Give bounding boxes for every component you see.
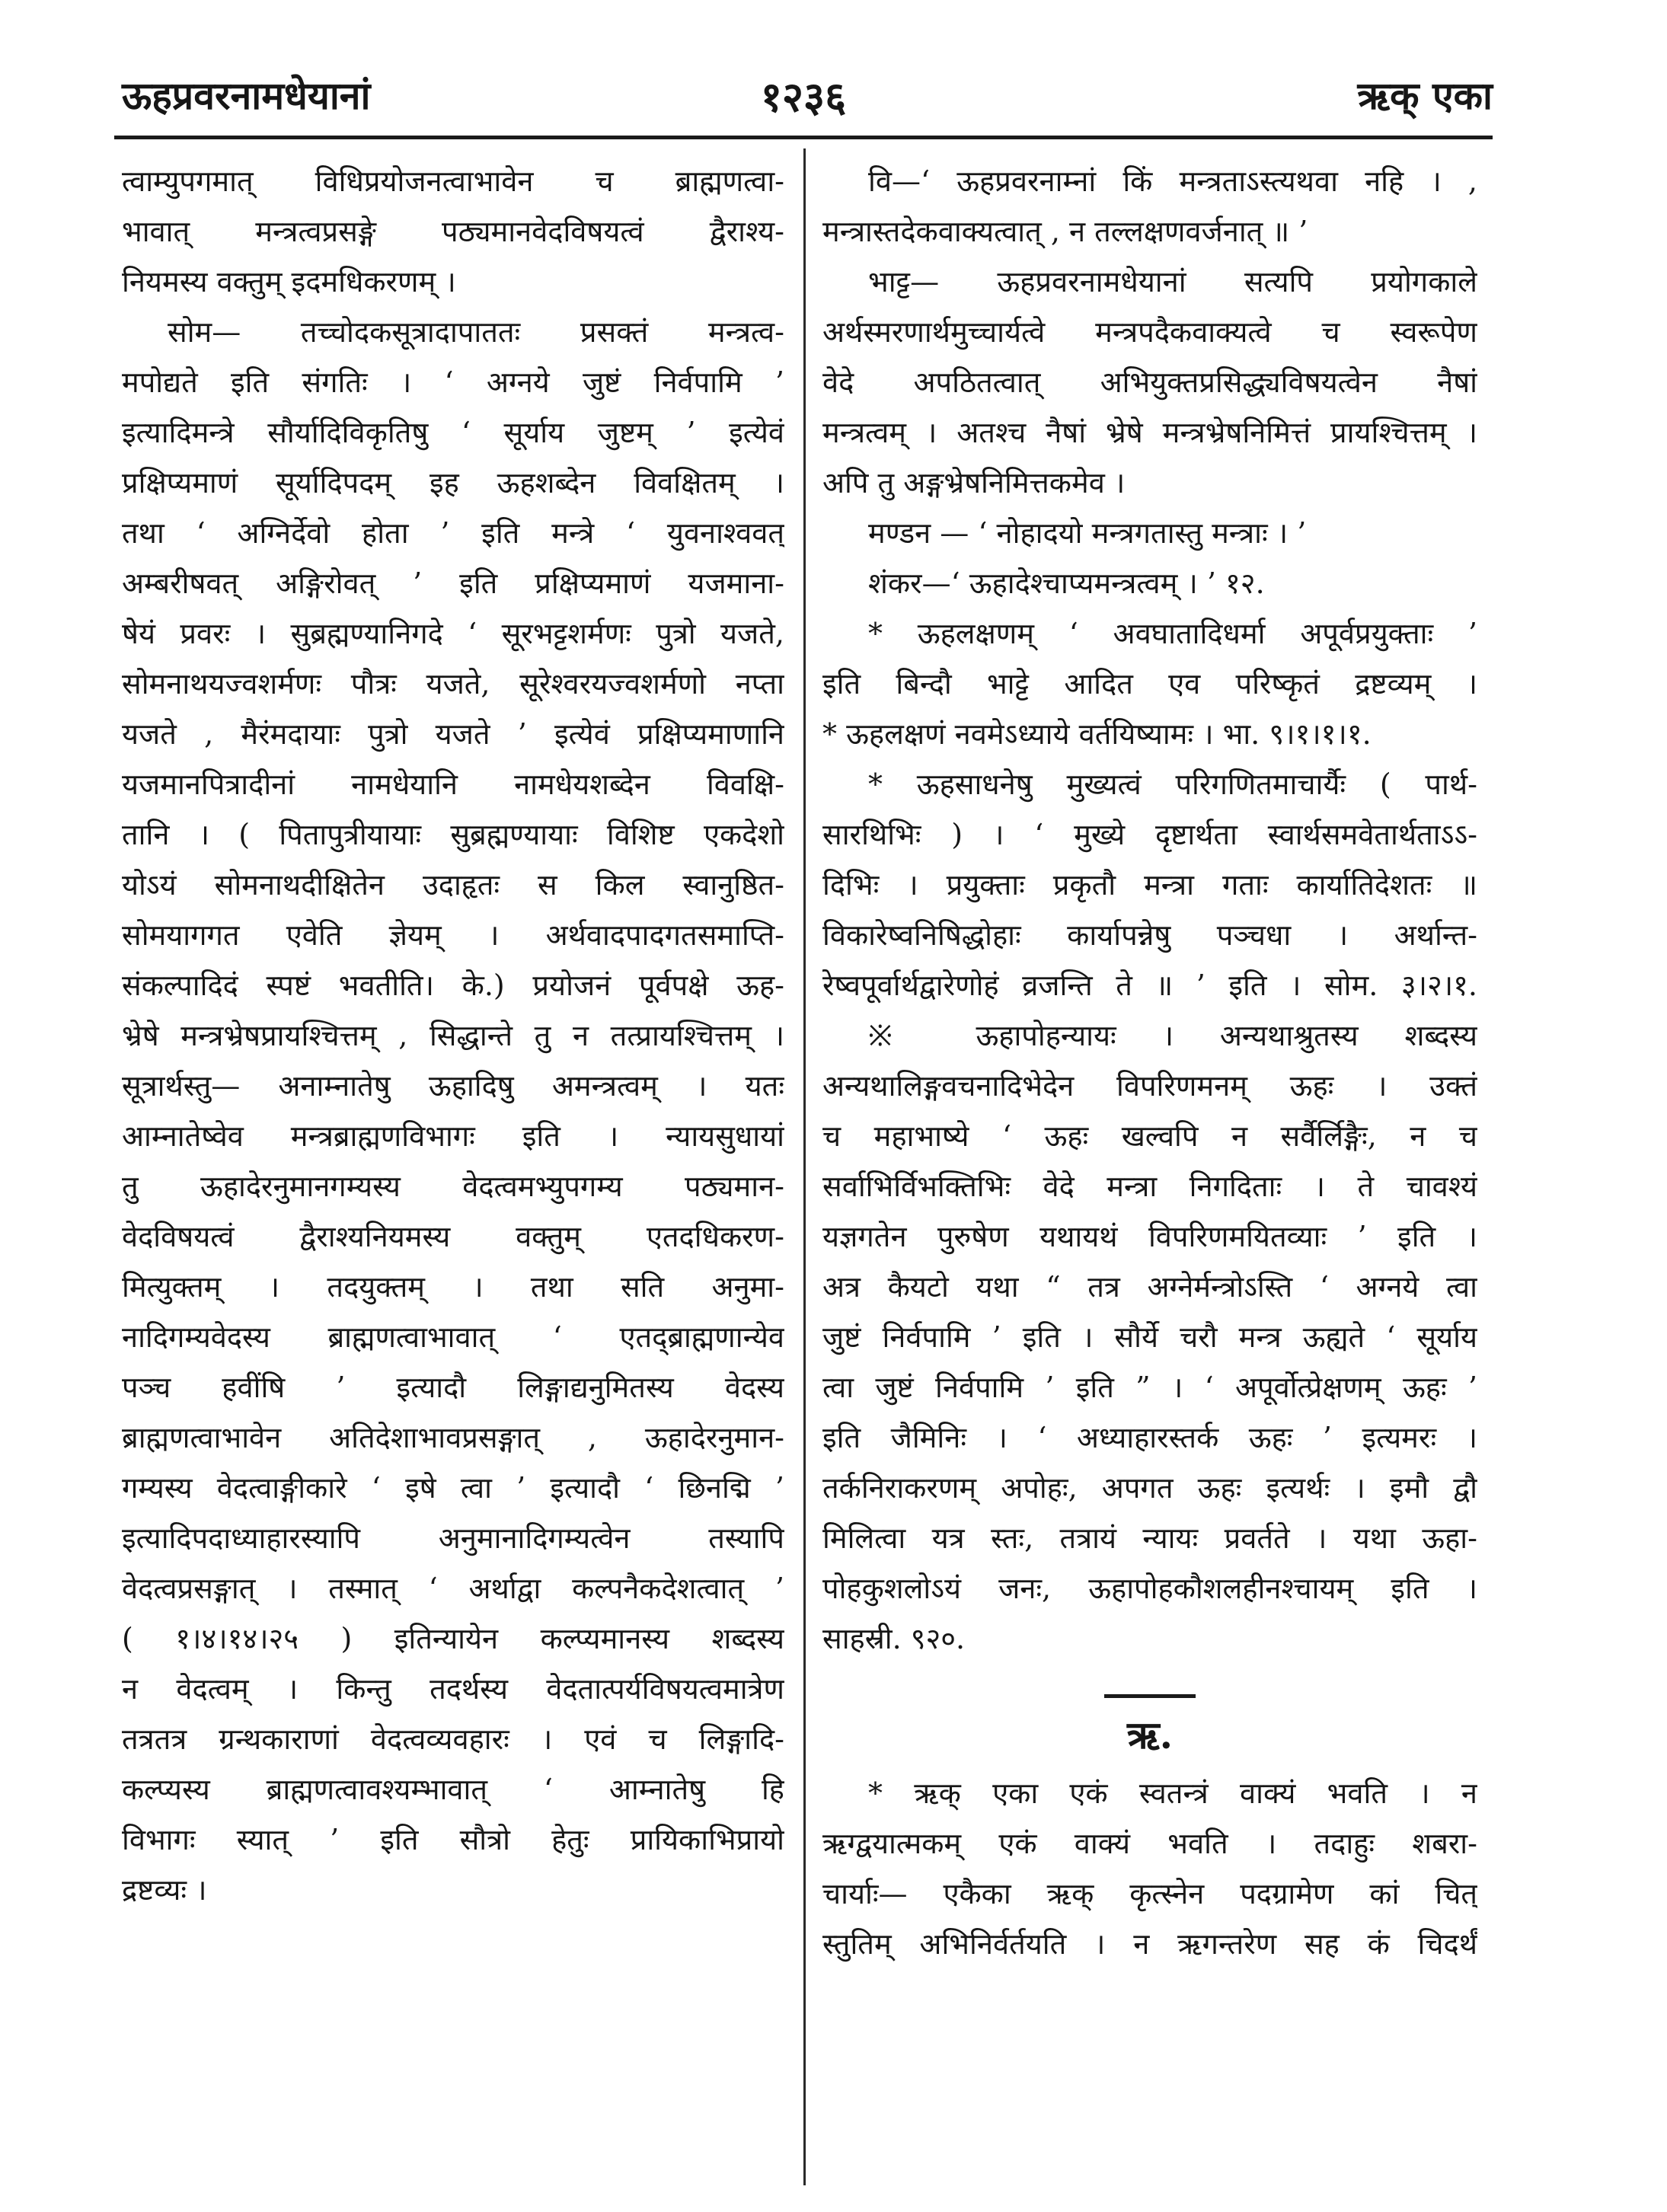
text-line: तथा ‘ अग्निर्देवो होता ’ इति मन्त्रे ‘ युवनाश्ववत् (122, 516, 784, 550)
text-line: ब्राह्मणत्वाभावेन अतिदेशाभावप्रसङ्गात् , ऊहादेरनुमान- (122, 1421, 784, 1454)
text-line: योऽयं सोमनाथदीक्षितेन उदाहृतः स किल स्वानुष्ठित- (122, 868, 784, 902)
text-line: संकल्पादिदं स्पष्टं भवतीति। के.) प्रयोजनं पूर्वपक्षे ऊह- (122, 969, 784, 1002)
text-line: प्रक्षिप्यमाणं सूर्यादिपदम् इह ऊहशब्देन विवक्षितम् । (122, 466, 784, 500)
text-line: भाट्ट— ऊहप्रवरनामधेयानां सत्यपि प्रयोगकाले (868, 265, 1477, 298)
text-line: ( १।४।१४।२५ ) इतिन्यायेन कल्प्यमानस्य शब्दस्य (122, 1622, 784, 1655)
text-line: तानि । ( पितापुत्रीयायाः सुब्रह्मण्यायाः विशिष्ट एकदेशो (122, 818, 784, 851)
text-line: * ऊहसाधनेषु मुख्यत्वं परिगणितमाचार्यैः ( पार्थ- (868, 768, 1477, 801)
section-rule (1104, 1694, 1196, 1698)
text-line: आम्नातेष्वेव मन्त्रब्राह्मणविभागः इति । न्यायसुधायां (122, 1119, 784, 1153)
text-line: अम्बरीषवत् अङ्गिरोवत् ’ इति प्रक्षिप्यमाणं यजमाना- (122, 567, 784, 600)
text-line: अन्यथालिङ्गवचनादिभेदेन विपरिणमनम् ऊहः । उक्तं (822, 1069, 1477, 1103)
text-line: सोमयागगत एवेति ज्ञेयम् । अर्थवादपादगतसमाप्ति- (122, 918, 784, 952)
left-column (122, 156, 784, 2182)
text-line: गम्यस्य वेदत्वाङ्गीकारे ‘ इषे त्वा ’ इत्यादौ ‘ छिनद्मि ’ (122, 1471, 784, 1505)
text-line: सारथिभिः ) । ‘ मुख्ये दृष्टार्थता स्वार्थसमवेतार्थताऽऽ- (822, 818, 1477, 851)
text-line: वेदे अपठितत्वात् अभियुक्तप्रसिद्ध्यविषयत्वेन नैषां (822, 365, 1477, 399)
text-line: विभागः स्यात् ’ इति सौत्रो हेतुः प्रायिकाभिप्रायो (122, 1823, 784, 1856)
header-rule (114, 136, 1493, 139)
text-line: विकारेष्वनिषिद्धोहाः कार्यापन्नेषु पञ्चधा । अर्थान्त- (822, 918, 1477, 952)
text-line: जुष्टं निर्वपामि ’ इति । सौर्ये चरौ मन्त्र ऊह्यते ‘ सूर्याय (822, 1320, 1477, 1354)
right-column (822, 156, 1477, 2182)
text-line: षेयं प्रवरः । सुब्रह्मण्यानिगदे ‘ सूरभट्टशर्मणः पुत्रो यजते, (122, 617, 784, 650)
text-line: वि—‘ ऊहप्रवरनाम्नां किं मन्त्रताऽस्त्यथवा नहि । , (868, 164, 1477, 198)
text-line: त्वा जुष्टं निर्वपामि ’ इति ” । ‘ अपूर्वोत्प्रेक्षणम् ऊहः ’ (822, 1371, 1477, 1404)
text-line: सर्वाभिर्विभक्तिभिः वेदे मन्त्रा निगदिताः । ते चावश्यं (822, 1170, 1477, 1203)
text-line: वेदत्वप्रसङ्गात् । तस्मात् ‘ अर्थाद्वा कल्पनैकदेशत्वात् ’ (122, 1572, 784, 1605)
text-line: अर्थस्मरणार्थमुच्चार्यत्वे मन्त्रपदैकवाक्यत्वे च स्वरूपेण (822, 315, 1477, 349)
text-line: भ्रेषे मन्त्रभ्रेषप्रायश्चित्तम् , सिद्धान्ते तु न तत्प्रायश्चित्तम् । (122, 1019, 784, 1052)
text-line: च महाभाष्ये ‘ ऊहः खल्वपि न सर्वैर्लिङ्गैः, न च (822, 1119, 1477, 1153)
text-line: इति बिन्दौ भाट्टे आदित एव परिष्कृतं द्रष्टव्यम् । (822, 667, 1477, 701)
text-line: मण्डन — ‘ नोहादयो मन्त्रगतास्तु मन्त्राः । ’ (868, 516, 1307, 550)
text-line: द्रष्टव्यः । (122, 1873, 207, 1907)
text-line: मन्त्रत्वम् । अतश्च नैषां भ्रेषे मन्त्रभ्रेषनिमित्तं प्रायश्चित्तम् । (822, 416, 1477, 449)
text-line: त्वाम्युपगमात् विधिप्रयोजनत्वाभावेन च ब्राह्मणत्वा- (122, 164, 784, 198)
text-line: दिभिः । प्रयुक्ताः प्रकृतौ मन्त्रा गताः कार्यातिदेशतः ॥ (822, 868, 1477, 902)
text-line: मित्युक्तम् । तदयुक्तम् । तथा सति अनुमा- (122, 1270, 784, 1304)
text-line: कल्प्यस्य ब्राह्मणत्वावश्यम्भावात् ‘ आम्नातेषु हि (122, 1773, 784, 1806)
text-line: इत्यादिमन्त्रे सौर्यादिविकृतिषु ‘ सूर्याय जुष्टम् ’ इत्येवं (122, 416, 784, 449)
right-column-body (822, 156, 1477, 1664)
text-line: स्तुतिम् अभिनिर्वर्तयति । न ऋगन्तरेण सह कं चिदर्थं (822, 1927, 1477, 1961)
text-line: शंकर—‘ ऊहादेश्चाप्यमन्त्रत्वम् । ’ १२. (868, 567, 1265, 600)
text-line: रेष्वपूर्वार्थद्वारेणोहं व्रजन्ति ते ॥ ’ इति । सोम. ३।२।१. (822, 969, 1477, 1002)
text-line: सूत्रार्थस्तु— अनाम्नातेषु ऊहादिषु अमन्त्रत्वम् । यतः (122, 1069, 784, 1103)
text-line: * ऊहलक्षणं नवमेऽध्याये वर्तयिष्यामः । भा. ९।१।१।१. (822, 717, 1372, 751)
text-line: मिलित्वा यत्र स्तः, तत्रायं न्यायः प्रवर्तते । यथा ऊहा- (822, 1521, 1477, 1555)
text-line: चार्याः— एकैका ऋक् कृत्स्नेन पदग्रामेण कां चित् (822, 1877, 1477, 1910)
text-line: न वेदत्वम् । किन्तु तदर्थस्य वेदतात्पर्यविषयत्वमात्रेण (122, 1672, 784, 1706)
text-line: तु ऊहादेरनुमानगम्यस्य वेदत्वमभ्युपगम्य पठ्यमान- (122, 1170, 784, 1203)
text-line: यजमानपित्रादीनां नामधेयानि नामधेयशब्देन विवक्षि- (122, 768, 784, 801)
text-line: नादिगम्यवेदस्य ब्राह्मणत्वाभावात् ‘ एतद्ब्राह्मणान्येव (122, 1320, 784, 1354)
text-line: साहस्री. ९२०. (822, 1622, 966, 1655)
text-line: इति जैमिनिः । ‘ अध्याहारस्तर्क ऊहः ’ इत्यमरः । (822, 1421, 1477, 1454)
text-line: पञ्च हवींषि ’ इत्यादौ लिङ्गाद्यनुमितस्य वेदस्य (122, 1371, 784, 1404)
text-line: ※ ऊहापोहन्यायः । अन्यथाश्रुतस्य शब्दस्य (868, 1019, 1477, 1052)
text-line: वेदविषयत्वं द्वैराश्यनियमस्य वक्तुम् एतदधिकरण- (122, 1220, 784, 1253)
text-line: तर्कनिराकरणम् अपोहः, अपगत ऊहः इत्यर्थः । इमौ द्वौ (822, 1471, 1477, 1505)
section-body (822, 1768, 1477, 1969)
text-line: पोहकुशलोऽयं जनः, ऊहापोहकौशलहीनश्चायम् इति । (822, 1572, 1477, 1605)
text-line: अत्र कैयटो यथा “ तत्र अग्नेर्मन्त्रोऽस्ति ‘ अग्नये त्वा (822, 1270, 1477, 1304)
page-number: १२३६ (760, 72, 847, 121)
column-divider (803, 148, 806, 2185)
text-line: ऋग्द्वयात्मकम् एकं वाक्यं भवति । तदाहुः शबरा- (822, 1827, 1477, 1860)
page-header (114, 61, 1493, 129)
text-line: यजते , मैरंमदायाः पुत्रो यजते ’ इत्येवं प्रक्षिप्यमाणानि (122, 717, 784, 751)
text-line: सोमनाथयज्वशर्मणः पौत्रः यजते, सूरेश्वरयज्वशर्मणो नप्ता (122, 667, 784, 701)
text-line: भावात् मन्त्रत्वप्रसङ्गे पठ्यमानवेदविषयत्वं द्वैराश्य- (122, 215, 784, 248)
running-head-left: ऊहप्रवरनामधेयानां (122, 73, 371, 118)
running-head-right: ऋक् एका (1357, 73, 1493, 118)
text-line: मपोद्यते इति संगतिः । ‘ अग्नये जुष्टं निर्वपामि ’ (122, 365, 784, 399)
text-line: तत्रतत्र ग्रन्थकाराणां वेदत्वव्यवहारः । एवं च लिङ्गादि- (122, 1722, 784, 1756)
text-line: मन्त्रास्तदेकवाक्यत्वात् , न तल्लक्षणवर्जनात् ॥ ’ (822, 215, 1308, 248)
text-line: सोम— तच्चोदकसूत्रादापाततः प्रसक्तं मन्त्रत्व- (168, 315, 784, 349)
text-line: इत्यादिपदाध्याहारस्यापि अनुमानादिगम्यत्वेन तस्यापि (122, 1521, 784, 1555)
section-heading: ऋ. (1126, 1712, 1174, 1757)
text-line: नियमस्य वक्तुम् इदमधिकरणम् । (122, 265, 456, 298)
text-line: * ऊहलक्षणम् ‘ अवघातादिधर्मा अपूर्वप्रयुक्ताः ’ (868, 617, 1477, 650)
text-line: अपि तु अङ्गभ्रेषनिमित्तकमेव । (822, 466, 1126, 500)
text-line: * ऋक् एका एकं स्वतन्त्रं वाक्यं भवति । न (868, 1776, 1477, 1810)
text-line: यज्ञगतेन पुरुषेण यथायथं विपरिणमयितव्याः ’ इति । (822, 1220, 1477, 1253)
